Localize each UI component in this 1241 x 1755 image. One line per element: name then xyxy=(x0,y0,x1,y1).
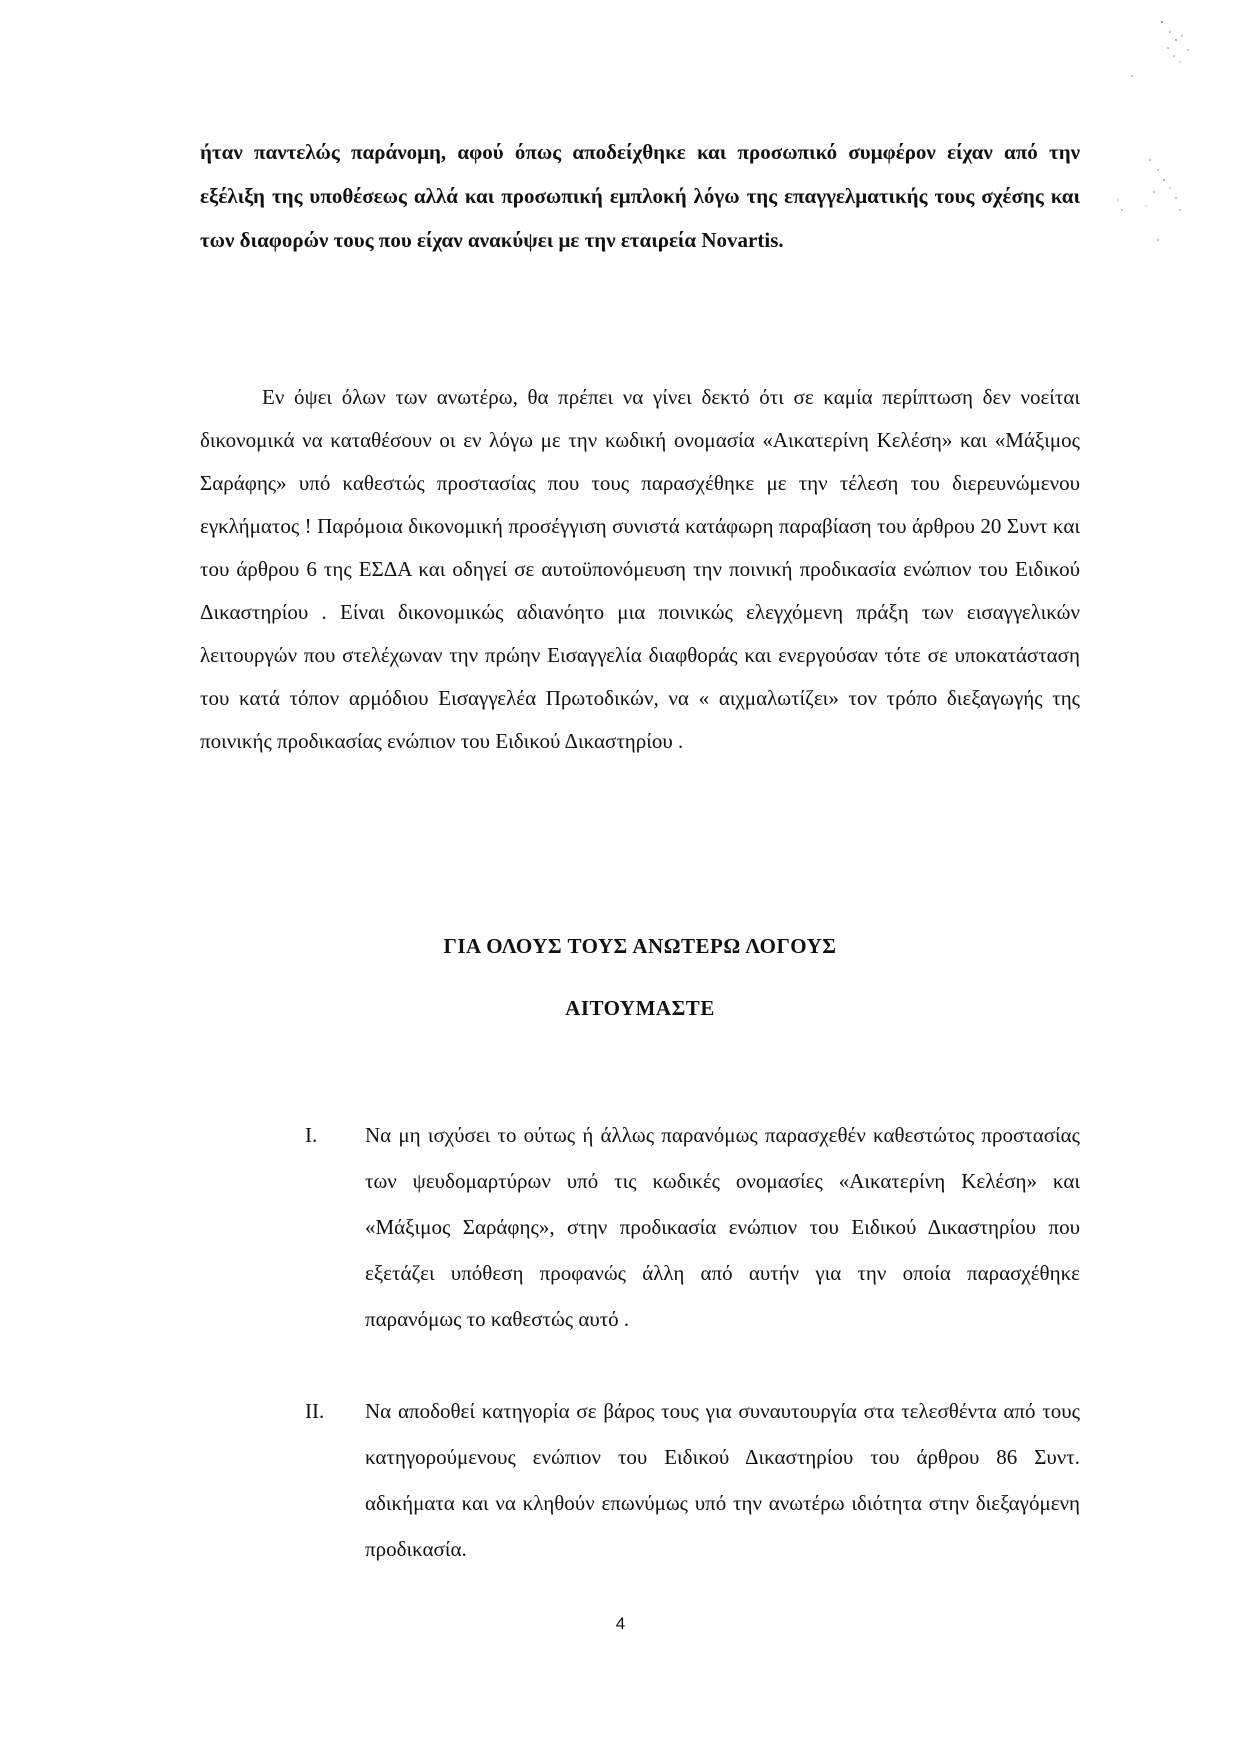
main-paragraph xyxy=(200,376,1080,763)
list-item-number: I. xyxy=(305,1123,318,1147)
list-item-text: Να μη ισχύσει το ούτως ή άλλως παρανόμως παρασχεθέν καθεστώτος προστασίας των ψευδομαρτύρων υπό τις κωδικές ονομασίες «Αικατερίνη Κελέση» και «Μάξιμος Σαράφης», στην προδικασία ενώπιον του Ειδικού Δικαστηρίου που εξετάζει υπόθεση προφανώς άλλη από αυτήν για την οποία παρασχέθηκε παρανόμως το καθεστώς αυτό . xyxy=(365,1123,1080,1331)
list-item-text: Να αποδοθεί κατηγορία σε βάρος τους για συναυτουργία στα τελεσθέντα από τους κατηγορούμενους ενώπιον του Ειδικού Δικαστηρίου του άρθρου 86 Συντ. αδικήματα και να κληθούν επωνύμως υπό την ανωτέρω ιδιότητα στην διεξαγόμενη προδικασία. xyxy=(365,1399,1080,1561)
heading-request: ΑΙΤΟΥΜΑΣΤΕ xyxy=(565,996,715,1020)
main-paragraph-text: Εν όψει όλων των ανωτέρω, θα πρέπει να γίνει δεκτό ότι σε καμία περίπτωση δεν νοείται δικονομικά να καταθέσουν οι εν λόγω με την κωδική ονομασία «Αικατερίνη Κελέση» και «Μάξιμος Σαράφης» υπό καθεστώς προστασίας που τους παρασχέθηκε με την τέλεση του διερευνώμενου εγκλήματος ! Παρόμοια δικονομική προσέγγιση συνιστά κατάφωρη παραβίαση του άρθρου 20 Συντ και του άρθρου 6 της ΕΣΔΑ και οδηγεί σε αυτοϋπονόμευση την ποινική προδικασία ενώπιον του Ειδικού Δικαστηρίου . Είναι δικονομικώς αδιανόητο μια ποινικώς ελεγχόμενη πράξη των εισαγγελικών λειτουργών που στελέχωναν την πρώην Εισαγγελία διαφθοράς και ενεργούσαν τότε σε υποκατάσταση του κατά τόπον αρμόδιου Εισαγγελέα Πρωτοδικών, να « αιχμαλωτίζει» τον τρόπο διεξαγωγής της ποινικής προδικασίας ενώπιον του Ειδικού Δικαστηρίου . xyxy=(200,385,1080,753)
heading-reasons: ΓΙΑ ΟΛΟΥΣ ΤΟΥΣ ΑΝΩΤΕΡΩ ΛΟΓΟΥΣ xyxy=(443,934,837,958)
intro-paragraph: ήταν παντελώς παράνομη, αφού όπως αποδείχθηκε και προσωπικό συμφέρον είχαν από την εξέλιξη της υποθέσεως αλλά και προσωπική εμπλοκή λόγω της επαγγελματικής τους σχέσης και των διαφορών τους που είχαν ανακύψει με την εταιρεία Novartis. xyxy=(200,140,1080,252)
list-item-number: II. xyxy=(305,1399,325,1423)
page-number: 4 xyxy=(615,1614,626,1633)
scan-noise-marks xyxy=(1110,10,1241,270)
